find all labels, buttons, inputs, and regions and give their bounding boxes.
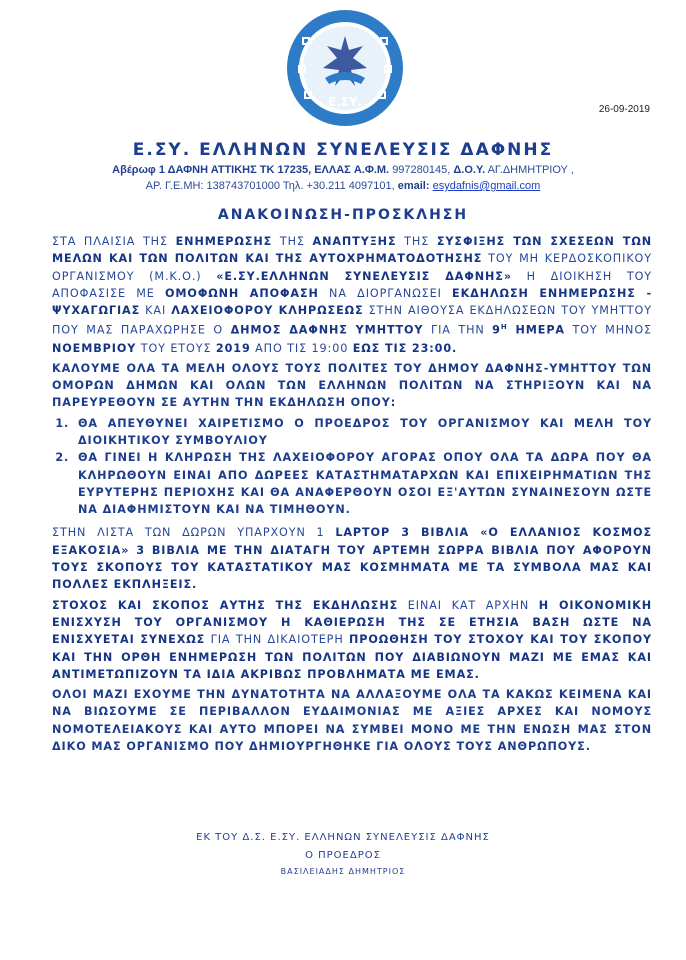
text-span: ΕΚΔΗΛΩΣΗ ΕΝΗΜΕΡΩΣΗΣ - ΨΥΧΑΓΩΓΙΑΣ [52, 286, 652, 318]
text-span: ΝΟΕΜΒΡΙΟΥ [52, 341, 137, 355]
signature-name: ΒΑΣΙΛΕΙΑΔΗΣ ΔΗΜΗΤΡΙΟΣ [280, 867, 406, 876]
text-span: LAPTOP 3 ΒΙΒΛΙΑ «Ο ΕΛΛΑΝΙΟΣ ΚΟΣΜΟΣ ΕΞΑΚΟΣΙΑ» 3 ΒΙΒΛΙΑ ΜΕ ΤΗΝ ΔΙΑΤΑΓΗ ΤΟΥ ΑΡΤΕΜΗ ΣΩΡΡΑ ΒΙΒΛΙΑ ΠΟΥ ΑΦΟΡΟΥΝ ΤΟΥΣ ΣΚΟΠΟΥΣ ΤΟΥ ΚΑΤΑΣΤΑΤΙΚΟΥ ΜΑΣ ΚΟΣΜΗΜΑΤΑ ΜΕ ΤΑ ΣΥΜΒΟΛΑ ΜΑΣ ΚΑΙ ΠΟΛΛΕΣ ΕΚΠΛΗΞΕΙΣ. [52, 526, 652, 592]
signature-role: Ο ΠΡΟΕΔΡΟΣ [305, 850, 381, 861]
paragraph-invitation: ΚΑΛΟΥΜΕ ΟΛΑ ΤΑ ΜΕΛΗ ΟΛΟΥΣ ΤΟΥΣ ΠΟΛΙΤΕΣ ΤΟΥ ΔΗΜΟΥ ΔΑΦΝΗΣ-ΥΜΗΤΤΟΥ ΤΩΝ ΟΜΟΡΩΝ ΔΗΜΩΝ ΚΑΙ ΟΛΩΝ ΤΩΝ ΕΛΛΗΝΩΝ ΠΟΛΙΤΩΝ ΝΑ ΣΤΗΡΙΞΟΥΝ ΚΑΙ ΝΑ ΠΑΡΕΥΡΕΘΟΥΝ ΣΕ ΑΥΤΗΝ ΤΗΝ ΕΚΔΗΛΩΣΗ ΟΠΟΥ: [52, 361, 652, 410]
paragraph-gifts [52, 524, 652, 593]
text-span: ΣΥΣΦΙΞΗΣ ΤΩΝ ΣΧΕΣΕΩΝ ΤΩΝ ΜΕΛΩΝ ΚΑΙ ΤΩΝ ΠΟΛΙΤΩΝ ΚΑΙ ΤΗΣ ΑΥΤΟΧΡΗΜΑΤΟΔΟΤΗΣΗΣ [52, 235, 653, 266]
text-span: «Ε.ΣΥ.ΕΛΛΗΝΩΝ ΣΥΝΕΛΕΥΣΙΣ ΔΑΦΝΗΣ» [216, 269, 512, 283]
gemi-phone: ΑΡ. Γ.Ε.ΜΗ: 138743701000 Τηλ. +30.211 4097101, [145, 180, 395, 192]
list-item: 1. ΘΑ ΑΠΕΥΘΥΝΕΙ ΧΑΙΡΕΤΙΣΜΟ Ο ΠΡΟΕΔΡΟΣ ΤΟΥ ΟΡΓΑΝΙΣΜΟΥ ΚΑΙ ΜΕΛΗ ΤΟΥ ΔΙΟΙΚΗΤΙΚΟΥ ΣΥΜΒΟΥΛΙΟΥ [74, 415, 652, 450]
text-span: ΑΝΑΠΤΥΞΗΣ [312, 235, 397, 248]
text-span: Η ΔΙΟΙΚΗΣΗ ΤΟΥ ΑΠΟΦΑΣΙΣΕ ΜΕ [52, 269, 653, 300]
text-span: 9 [492, 324, 501, 338]
organization-logo [285, 8, 405, 128]
text-span: ΣΤΟΧΟΣ ΚΑΙ ΣΚΟΠΟΣ ΑΥΤΗΣ ΤΗΣ ΕΚΔΗΛΩΣΗΣ [52, 598, 399, 612]
text-span: ΔΗΜΟΣ ΔΑΦΝΗΣ ΥΜΗΤΤΟΥ [230, 324, 424, 338]
list-item: 2. ΘΑ ΓΙΝΕΙ Η ΚΛΗΡΩΣΗ ΤΗΣ ΛΑΧΕΙΟΦΟΡΟΥ ΑΓΟΡΑΣ ΟΠΟΥ ΟΛΑ ΤΑ ΔΩΡΑ ΠΟΥ ΘΑ ΚΛΗΡΩΘΟΥΝ ΕΙΝΑΙ ΑΠΟ ΔΩΡΕΕΣ ΚΑΤΑΣΤΗΜΑΤΑΡΧΩΝ ΚΑΙ ΕΠΙΧΕΙΡΗΜΑΤΙΩΝ ΤΗΣ ΕΥΡΥΤΕΡΗΣ ΠΕΡΙΟΧΗΣ ΚΑΙ ΘΑ ΑΝΑΦΕΡΘΟΥΝ ΟΣΟΙ ΕΞ'ΑΥΤΩΝ ΣΥΝΑΙΝΕΣΟΥΝ ΩΣΤΕ ΝΑ ΔΙΑΦΗΜΙΣΤΟΥΝ ΚΑΙ ΝΑ ΤΙΜΗΘΟΥΝ. [74, 449, 652, 518]
paragraph-intro [52, 233, 652, 357]
text-span: 2019 [215, 341, 251, 355]
text-span: ΤΗΣ [396, 235, 437, 248]
superscript: Η [500, 323, 508, 332]
text-span: ΓΙΑ ΤΗΝ ΔΙΚΑΙΟΤΕΡΗ [205, 633, 350, 647]
text-span: ΕΝΗΜΕΡΩΣΗΣ [175, 235, 273, 248]
text-span: ΝΑ ΔΙΟΡΓΑΝΩΣΕΙ [318, 286, 453, 300]
text-span: Η ΟΙΚΟΝΟΜΙΚΗ ΕΝΙΣΧΥΣΗ ΤΟΥ ΟΡΓΑΝΙΣΜΟΥ Η ΚΑΘΙΕΡΩΣΗ ΤΗΣ ΣΕ ΕΤΗΣΙΑ ΒΑΣΗ ΩΣΤΕ ΝΑ ΕΝΙΣΧΥΕΤΑΙ ΣΥΝΕΧΩΣ [52, 598, 652, 647]
logo-emblem-icon [285, 8, 405, 128]
signature-board: ΕΚ ΤΟΥ Δ.Σ. Ε.ΣΥ. ΕΛΛΗΝΩΝ ΣΥΝΕΛΕΥΣΙΣ ΔΑΦΝΗΣ [196, 832, 490, 843]
email-link[interactable]: esydafnis@gmail.com [432, 180, 541, 192]
organization-title: Ε.ΣΥ. ΕΛΛΗΝΩΝ ΣΥΝΕΛΕΥΣΙΣ ΔΑΦΝΗΣ [132, 140, 554, 160]
doy-label: Δ.Ο.Υ. [453, 164, 486, 176]
text-span: ΛΑΧΕΙΟΦΟΡΟΥ ΚΛΗΡΩΣΕΩΣ [171, 304, 364, 318]
text-span: ΣΤΗΝ ΛΙΣΤΑ ΤΩΝ ΔΩΡΩΝ ΥΠΑΡΧΟΥΝ 1 [52, 526, 336, 540]
paragraph-closing: ΟΛΟΙ ΜΑΖΙ ΕΧΟΥΜΕ ΤΗΝ ΔΥΝΑΤΟΤΗΤΑ ΝΑ ΑΛΛΑΞΟΥΜΕ ΟΛΑ ΤΑ ΚΑΚΩΣ ΚΕΙΜΕΝΑ ΚΑΙ ΝΑ ΒΙΩΣΟΥΜΕ ΣΕ ΠΕΡΙΒΑΛΛΟΝ ΕΥΔΑΙΜΟΝΙΑΣ ΜΕ ΑΞΙΕΣ ΑΡΧΕΣ ΚΑΙ ΝΟΜΟΥΣ ΝΟΜΟΤΕΛΕΙΑΚΟΥΣ ΚΑΙ ΑΥΤΟ ΜΠΟΡΕΙ ΝΑ ΣΥΜΒΕΙ ΜΟΝΟ ΜΕ ΤΗΝ ΕΝΩΣΗ ΜΑΣ ΣΤΟΝ ΔΙΚΟ ΜΑΣ ΟΡΓΑΝΙΣΜΟ ΠΟΥ ΔΗΜΙΟΥΡΓΗΘΗΚΕ ΓΙΑ ΟΛΟΥΣ ΤΟΥΣ ΑΝΘΡΩΠΟΥΣ. [52, 688, 652, 754]
email-label: email: [397, 180, 430, 192]
text-span: ΠΡΟΩΘΗΣΗ ΤΟΥ ΣΤΟΧΟΥ ΚΑΙ ΤΟΥ ΣΚΟΠΟΥ ΚΑΙ ΤΗΝ ΟΡΘΗ ΕΝΗΜΕΡΩΣΗ ΤΩΝ ΠΟΛΙΤΩΝ ΠΟΥ ΔΙΑΒΙΩΝΟΥΝ ΜΑΖΙ ΜΕ ΕΜΑΣ ΚΑΙ ΑΝΤΙΜΕΤΩΠΙΖΟΥΝ ΤΑ ΙΔΙΑ ΑΚΡΙΒΩΣ ΠΡΟΒΛΗΜΑΤΑ ΜΕ ΕΜΑΣ. [52, 633, 652, 681]
afm-label: Α.Φ.Μ. [353, 164, 390, 176]
text-span: ΑΠΟ ΤΙΣ 19:00 [250, 341, 353, 355]
text-span: ΟΜΟΦΩΝΗ ΑΠΟΦΑΣΗ [164, 286, 319, 300]
text-span: ΗΜΕΡΑ [507, 324, 565, 338]
text-span: ΤΟΥ ΕΤΟΥΣ [136, 341, 216, 355]
logo-abbr: Ε.ΣΥ. [327, 95, 363, 109]
address-line-2 [0, 180, 686, 192]
paragraph-goal [52, 597, 652, 683]
announcement-body [52, 233, 652, 758]
text-span: ΤΟΥ ΜΗΝΟΣ [564, 324, 652, 338]
street-address: Αβέρωφ 1 ΔΑΦΝΗ ΑΤΤΙΚΗΣ ΤΚ 17235, ΕΛΛΑΣ [112, 164, 351, 176]
text-span: ΕΙΝΑΙ ΚΑΤ ΑΡΧΗΝ [398, 598, 539, 612]
address-line-1 [0, 164, 686, 176]
text-span: ΤΟΥ ΜΗ ΚΕΡΔΟΣΚΟΠΙΚΟΥ ΟΡΓΑΝΙΣΜΟΥ (Μ.Κ.Ο.) [52, 252, 652, 283]
event-program-list [52, 415, 652, 519]
text-span: ΕΩΣ ΤΙΣ 23:00. [352, 341, 458, 355]
document-date: 26-09-2019 [598, 104, 650, 115]
text-span: ΤΗΣ [272, 235, 313, 248]
text-span: ΣΤΗΝ ΑΙΘΟΥΣΑ ΕΚΔΗΛΩΣΕΩΝ ΤΟΥ ΥΜΗΤΤΟΥ ΠΟΥ ΜΑΣ ΠΑΡΑΧΩΡΗΣΕ Ο [52, 304, 652, 338]
text-span: ΚΑΙ [140, 304, 172, 318]
announcement-heading: ΑΝΑΚΟΙΝΩΣΗ-ΠΡΟΣΚΛΗΣΗ [217, 207, 469, 223]
text-span: ΓΙΑ ΤΗΝ [423, 324, 493, 338]
doy-value: ΑΓ.ΔΗΜΗΤΡΙΟΥ , [487, 164, 574, 176]
afm-value: 997280145, [392, 164, 451, 176]
text-span: ΣΤΑ ΠΛΑΙΣΙΑ ΤΗΣ [52, 235, 176, 248]
